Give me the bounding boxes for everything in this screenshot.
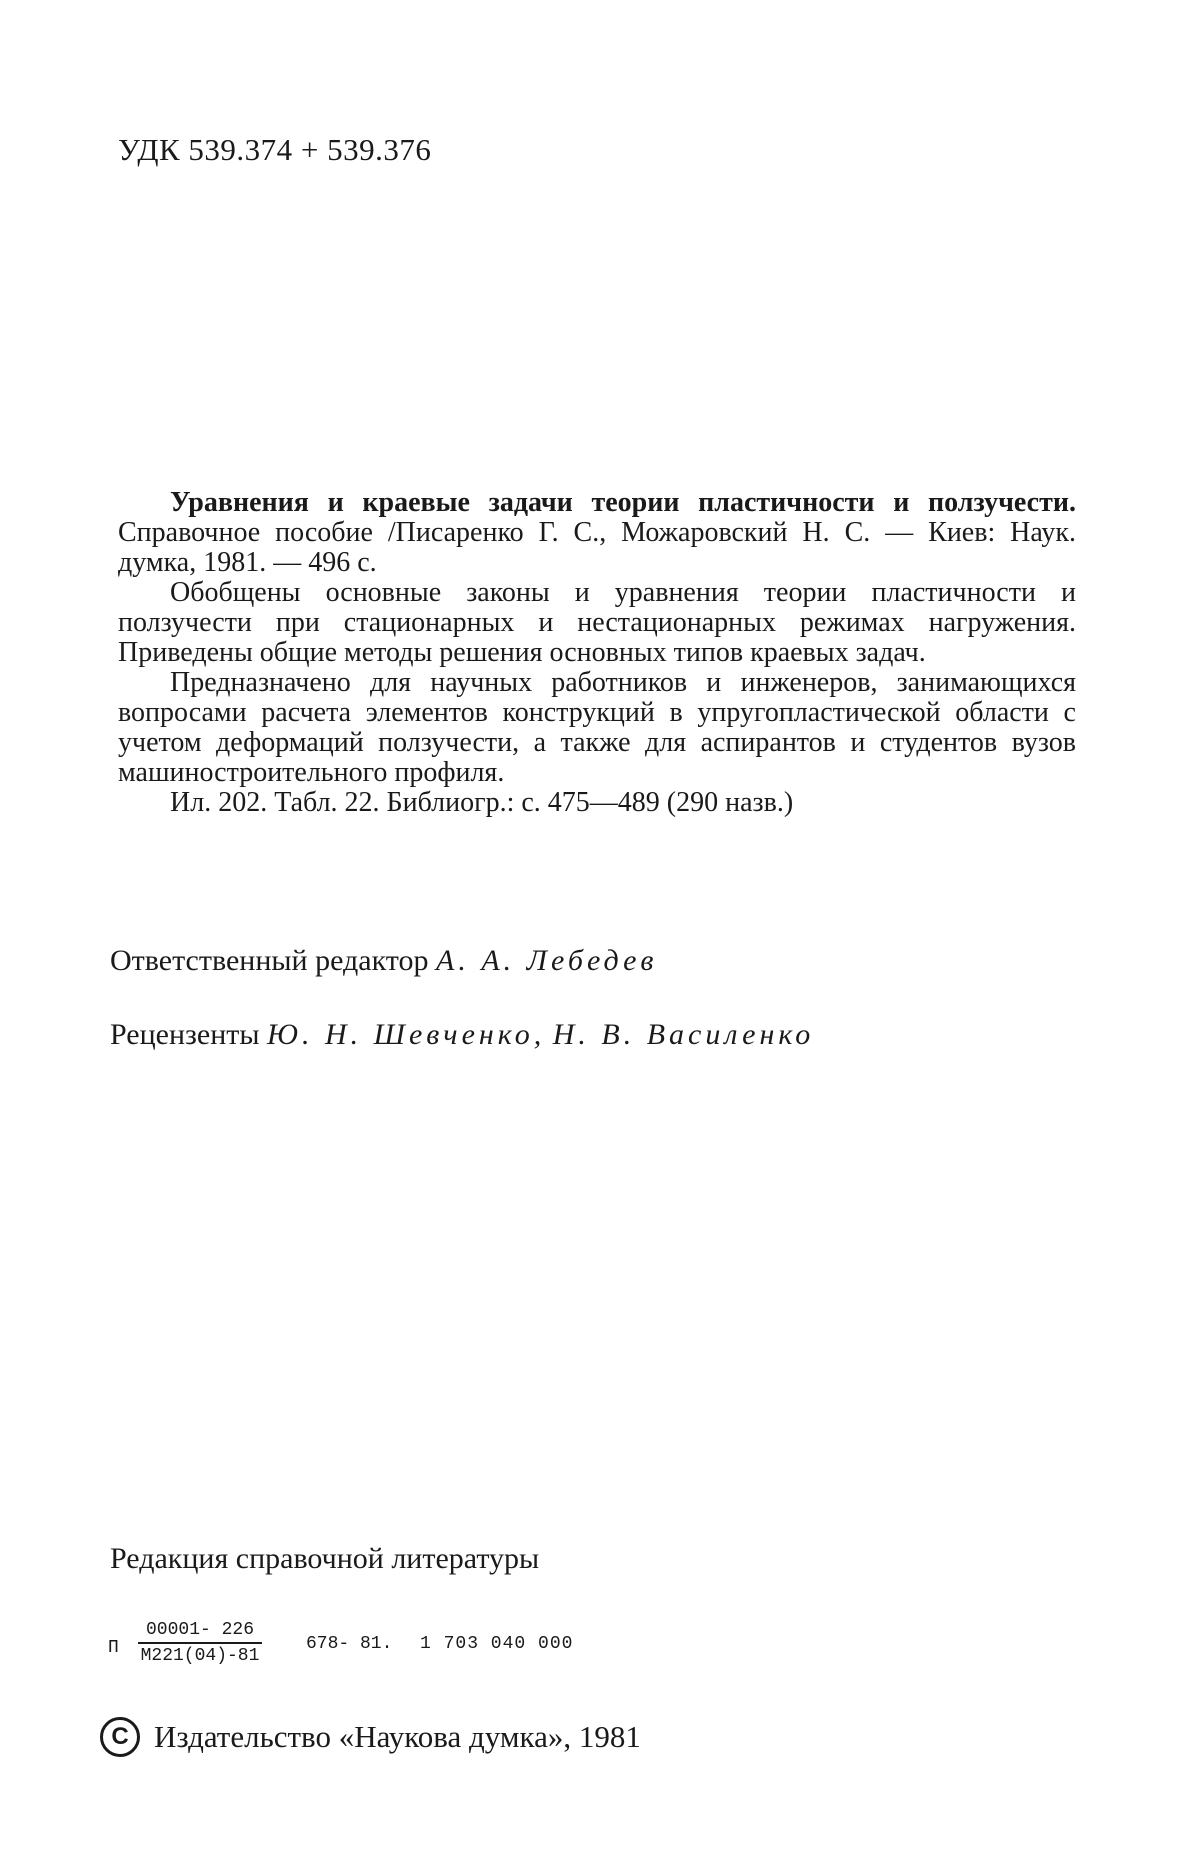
- book-title: Уравнения и краевые задачи теории пластичности и ползучести.: [170, 487, 1076, 518]
- code-numerator: 00001- 226: [138, 1620, 262, 1644]
- abstract-paragraph-2: Предназначено для научных работников и инженеров, занимающихся вопросами расчета элементов конструкций в упругопластической области с учетом деформаций ползучести, а также для аспирантов и студентов вузов машиностроительного профиля.: [118, 667, 1076, 788]
- abstract-block: [118, 488, 1076, 818]
- publication-code: [108, 1620, 608, 1680]
- abstract-stats: Ил. 202. Табл. 22. Библиогр.: с. 475—489 (290 назв.): [170, 787, 794, 818]
- editorial-office: Редакция справочной литературы: [110, 1542, 540, 1575]
- reviewer-1-name: Ю. Н. Шевченко,: [267, 1018, 546, 1051]
- editor-name: А. А. Лебедев: [436, 944, 658, 977]
- code-middle: 678- 81.: [306, 1634, 393, 1654]
- copyright-line: [100, 1717, 641, 1757]
- reviewers-label: Рецензенты: [110, 1018, 260, 1051]
- copyright-icon: C: [100, 1717, 140, 1757]
- responsible-editor: [110, 944, 657, 978]
- udk-code: УДК 539.374 + 539.376: [118, 132, 432, 167]
- code-denominator: М221(04)-81: [140, 1646, 260, 1666]
- reviewers: [110, 1018, 814, 1052]
- editor-label: Ответственный редактор: [110, 944, 429, 977]
- reviewer-2-name: Н. В. Василенко: [552, 1018, 815, 1051]
- abstract-paragraph-1: Обобщены основные законы и уравнения теории пластичности и ползучести при стационарных и нестационарных режимах нагружения. Приведены общие методы решения основных типов краевых задач.: [118, 577, 1076, 668]
- abstract-header: [118, 488, 1076, 578]
- code-fraction: [138, 1620, 262, 1666]
- code-number: 1 703 040 000: [420, 1634, 574, 1654]
- copyright-text: Издательство «Наукова думка», 1981: [154, 1719, 641, 1754]
- bibliographic-info: Справочное пособие /Писаренко Г. С., Можаровский Н. С. — Киев: Наук. думка, 1981. — 496 с.: [118, 517, 1076, 578]
- code-prefix: П: [108, 1638, 119, 1658]
